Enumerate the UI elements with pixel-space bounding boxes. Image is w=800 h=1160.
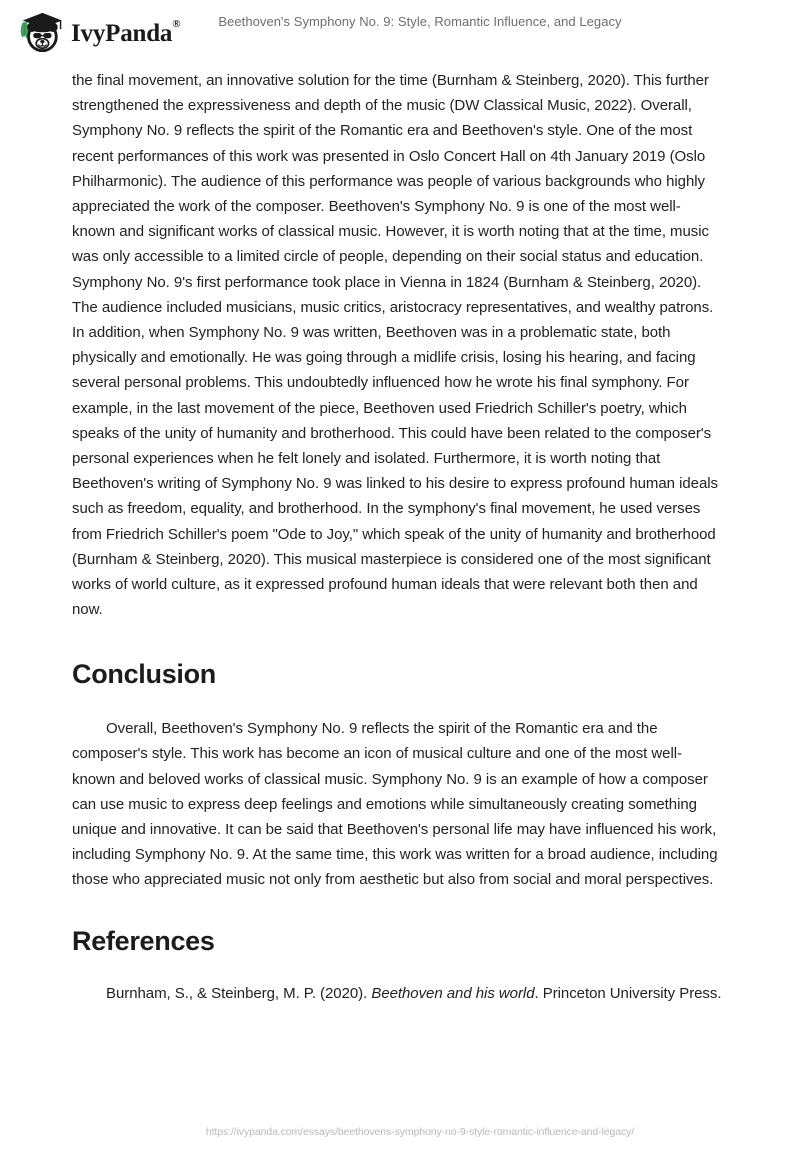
document-title-header: Beethoven's Symphony No. 9: Style, Romantic Influence, and Legacy (218, 14, 622, 29)
paragraph-continued: the final movement, an innovative solution for the time (Burnham & Steinberg, 2020). This further strengthened the expressiveness and depth of the music (DW Classical Music, 2022). Overall, Symphony No. 9 reflects the spirit of the Romantic era and Beethoven's style. One of the most recent performances of this work was presented in Oslo Concert Hall on 4th January 2019 (Oslo Philharmonic). The audience of this performance was people of various backgrounds who highly appreciated the work of the composer. Beethoven's Symphony No. 9 is one of the most well-known and significant works of classical music. However, it is worth noting that at the time, music was only accessible to a limited circle of people, depending on their social status and education. Symphony No. 9's first performance took place in Vienna in 1824 (Burnham & Steinberg, 2020). The audience included musicians, music critics, aristocracy representatives, and wealthy patrons. In addition, when Symphony No. 9 was written, Beethoven was in a problematic state, both physically and emotionally. He was going through a midlife crisis, losing his hearing, and facing several personal problems. This undoubtedly influenced how he wrote his final symphony. For example, in the last movement of the piece, Beethoven used Friedrich Schiller's poetry, which speaks of the unity of humanity and brotherhood. This could have been related to the composer's personal experiences when he felt lonely and isolated. Furthermore, it is worth noting that Beethoven's writing of Symphony No. 9 was linked to his desire to express profound human ideals such as freedom, equality, and brotherhood. In the symphony's final movement, he used verses from Friedrich Schiller's poem "Ode to Joy," which speak of the unity of humanity and brotherhood (Burnham & Steinberg, 2020). This musical masterpiece is considered one of the most significant works of world culture, as it expressed profound human ideals that were relevant both then and now. (72, 72, 718, 619)
spacer (72, 893, 722, 927)
conclusion-heading: Conclusion (72, 659, 216, 690)
references-heading: References (72, 925, 215, 956)
reference-authors-year: Burnham, S., & Steinberg, M. P. (2020). (106, 985, 372, 1003)
reference-title: Beethoven and his world (371, 985, 535, 1003)
spacer (72, 956, 722, 981)
document-body (72, 68, 722, 1006)
reference-entry (72, 981, 722, 1006)
page-header (0, 0, 800, 62)
footer-source-url[interactable]: https://ivypanda.com/essays/beethovens-symphony-no-9-style-romantic-influence-and-legacy/ (205, 1126, 635, 1138)
spacer (72, 690, 722, 716)
brand-registered-mark: ® (172, 18, 181, 31)
brand-name: IvyPanda® (71, 18, 181, 47)
conclusion-paragraph: Overall, Beethoven's Symphony No. 9 reflects the spirit of the Romantic era and the composer's style. This work has become an icon of musical culture and one of the most well-known and beloved works of classical music. Symphony No. 9 is an example of how a composer can use music to express deep feelings and emotions while simultaneously creating something unique and innovative. It can be said that Beethoven's personal life may have influenced his work, including Symphony No. 9. At the same time, this work was written for a broad audience, including those who appreciated music not only from aesthetic but also from social and moral perspectives. (72, 720, 718, 889)
spacer (72, 622, 722, 660)
reference-publisher: . Princeton University Press. (534, 985, 722, 1003)
